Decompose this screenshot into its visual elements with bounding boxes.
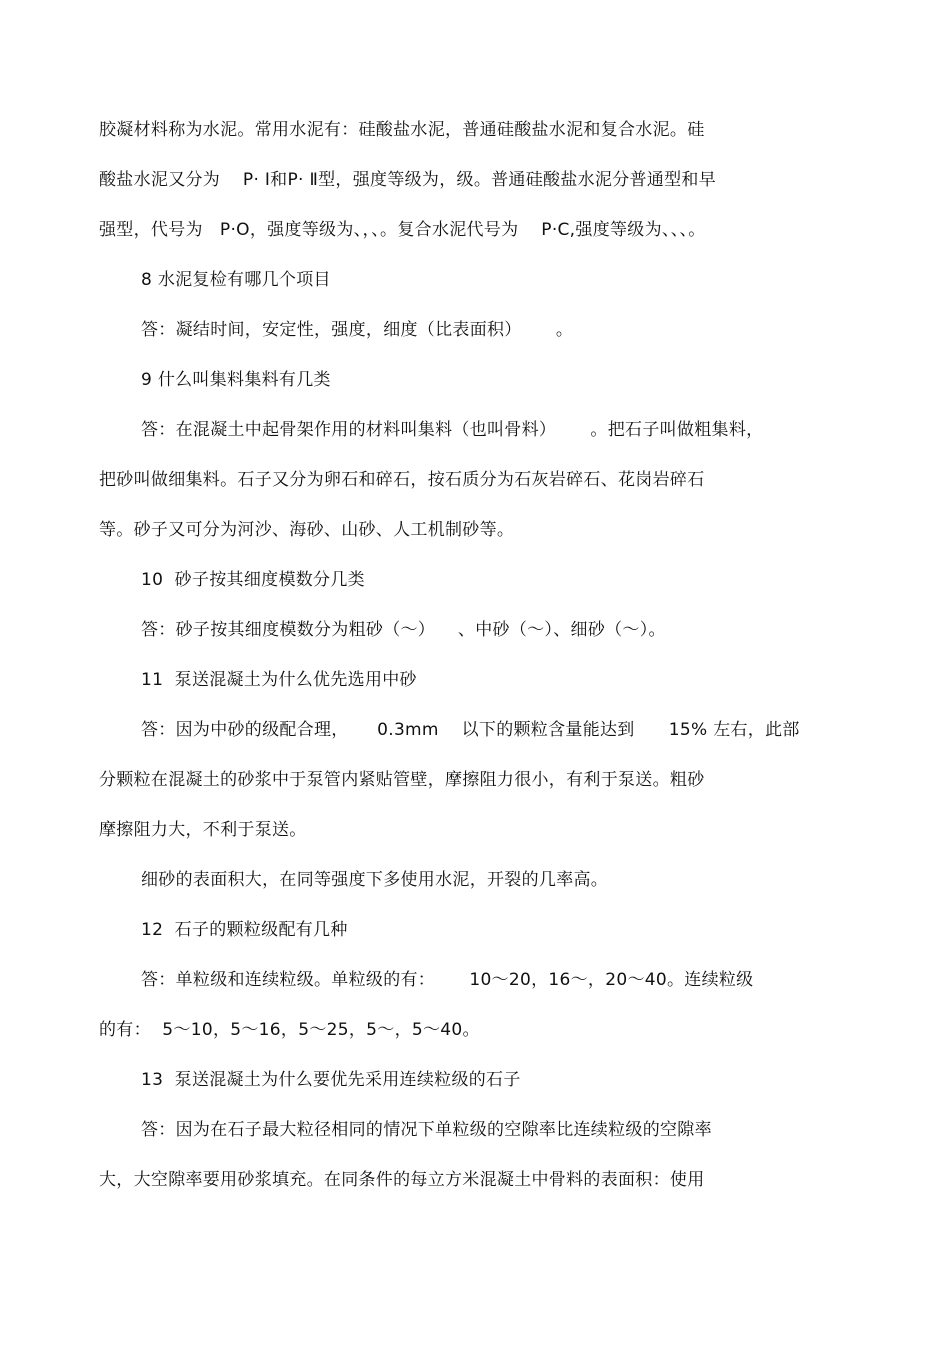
question-heading: 8 水泥复检有哪几个项目: [141, 270, 331, 290]
paragraph-line: 的有： 5～10，5～16，5～25，5～，5～40。: [99, 1020, 480, 1040]
question-heading: 12 石子的颗粒级配有几种: [141, 920, 348, 940]
paragraph-line: 酸盐水泥又分为 P· Ⅰ和P· Ⅱ型，强度等级为，级。普通硅酸盐水泥分普通型和早: [99, 170, 717, 190]
paragraph-line: 分颗粒在混凝土的砂浆中于泵管内紧贴管壁，摩擦阻力很小，有利于泵送。粗砂: [99, 770, 705, 790]
question-heading: 9 什么叫集料集料有几类: [141, 370, 331, 390]
answer-line: 答：在混凝土中起骨架作用的材料叫集料（也叫骨料） 。把石子叫做粗集料，: [141, 420, 764, 440]
paragraph-line: 细砂的表面积大，在同等强度下多使用水泥，开裂的几率高。: [141, 870, 609, 890]
question-heading: 11 泵送混凝土为什么优先选用中砂: [141, 670, 417, 690]
paragraph-line: 大，大空隙率要用砂浆填充。在同条件的每立方米混凝土中骨料的表面积：使用: [99, 1170, 705, 1190]
paragraph-line: 胶凝材料称为水泥。常用水泥有：硅酸盐水泥，普通硅酸盐水泥和复合水泥。硅: [99, 120, 705, 140]
answer-line: 答：因为中砂的级配合理， 0.3mm 以下的颗粒含量能达到 15% 左右，此部: [141, 720, 800, 740]
question-heading: 13 泵送混凝土为什么要优先采用连续粒级的石子: [141, 1070, 521, 1090]
answer-line: 答：单粒级和连续粒级。单粒级的有： 10～20，16～，20～40。连续粒级: [141, 970, 754, 990]
paragraph-line: 把砂叫做细集料。石子又分为卵石和碎石，按石质分为石灰岩碎石、花岗岩碎石: [99, 470, 705, 490]
question-heading: 10 砂子按其细度模数分几类: [141, 570, 365, 590]
answer-line: 答：凝结时间，安定性，强度，细度（比表面积） 。: [141, 320, 574, 340]
answer-line: 答：砂子按其细度模数分为粗砂（～） 、中砂（～）、细砂（～）。: [141, 620, 666, 640]
paragraph-line: 摩擦阻力大，不利于泵送。: [99, 820, 307, 840]
answer-line: 答：因为在石子最大粒径相同的情况下单粒级的空隙率比连续粒级的空隙率: [141, 1120, 712, 1140]
paragraph-line: 强型，代号为 P·O，强度等级为、，、。复合水泥代号为 P·C,强度等级为、、、。: [99, 220, 706, 240]
paragraph-line: 等。砂子又可分为河沙、海砂、山砂、人工机制砂等。: [99, 520, 515, 540]
